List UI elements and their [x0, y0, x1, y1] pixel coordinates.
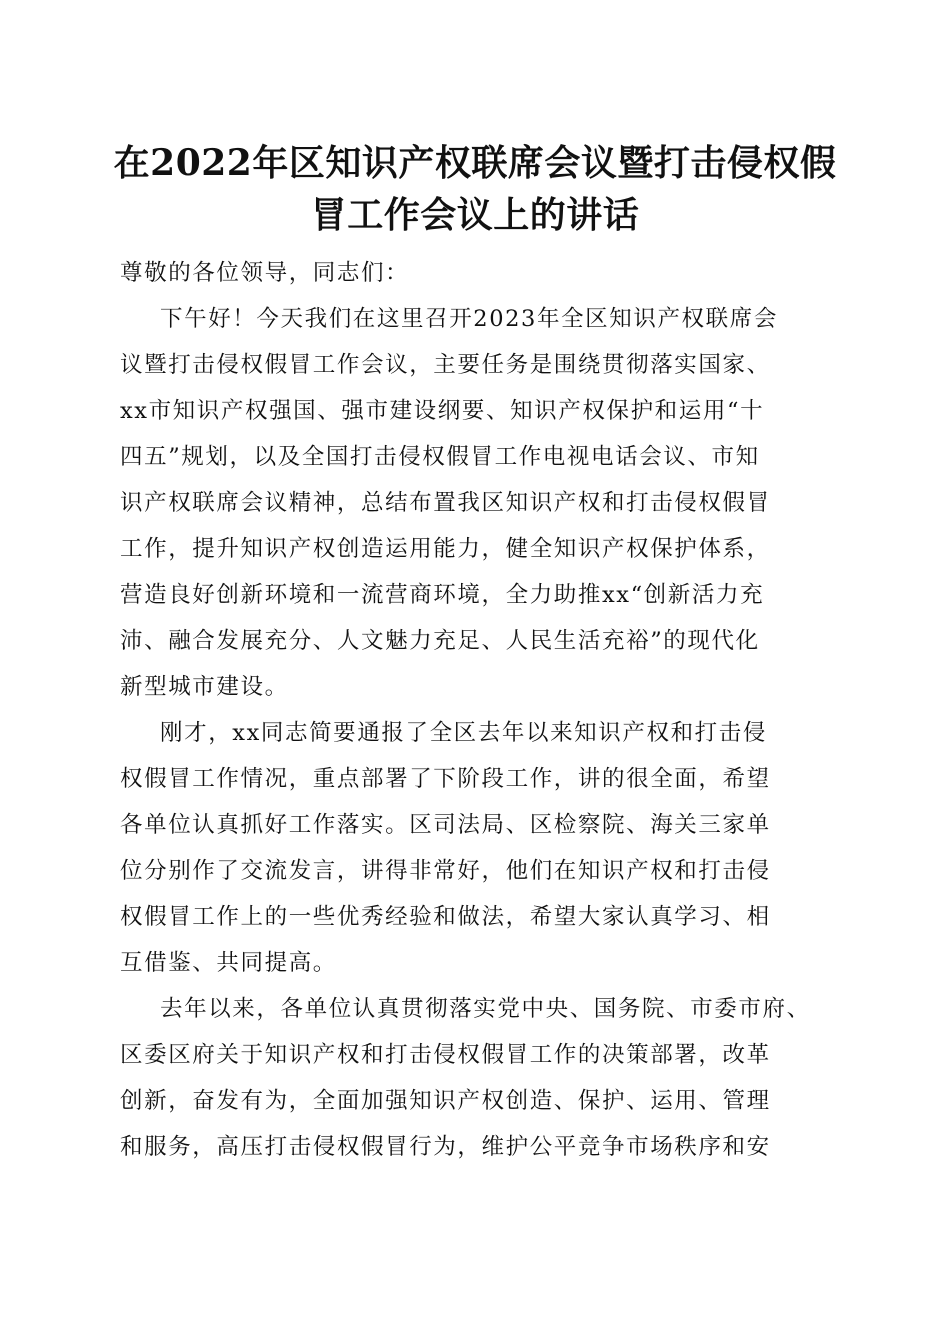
- paragraph-line: 识产权联席会议精神，总结布置我区知识产权和打击侵权假冒: [120, 490, 771, 516]
- paragraph-line: 位分别作了交流发言，讲得非常好，他们在知识产权和打击侵: [120, 858, 771, 884]
- paragraph-line: 互借鉴、共同提高。: [120, 950, 337, 976]
- salutation: 尊敬的各位领导，同志们：: [120, 260, 410, 286]
- paragraph-line: 工作，提升知识产权创造运用能力，健全知识产权保护体系，: [120, 536, 771, 562]
- paragraph-line: 营造良好创新环境和一流营商环境，全力助推xx“创新活力充: [120, 582, 765, 608]
- paragraph-line: 议暨打击侵权假冒工作会议，主要任务是围绕贯彻落实国家、: [120, 352, 771, 378]
- paragraph-line: 创新，奋发有为，全面加强知识产权创造、保护、运用、管理: [120, 1088, 771, 1114]
- paragraph-line: 新型城市建设。: [120, 674, 289, 700]
- paragraph-line: 去年以来，各单位认真贯彻落实党中央、国务院、市委市府、: [160, 996, 811, 1022]
- paragraph-line: 权假冒工作情况，重点部署了下阶段工作，讲的很全面，希望: [120, 766, 771, 792]
- paragraph-line: xx市知识产权强国、强市建设纲要、知识产权保护和运用“十: [120, 398, 765, 424]
- paragraph-line: 四五”规划，以及全国打击侵权假冒工作电视电话会议、市知: [120, 444, 760, 470]
- paragraph-line: 沛、融合发展充分、人文魅力充足、人民生活充裕”的现代化: [120, 628, 760, 654]
- paragraph-line: 区委区府关于知识产权和打击侵权假冒工作的决策部署，改革: [120, 1042, 771, 1068]
- paragraph-line: 和服务，高压打击侵权假冒行为，维护公平竞争市场秩序和安: [120, 1134, 771, 1160]
- paragraph-line: 各单位认真抓好工作落实。区司法局、区检察院、海关三家单: [120, 812, 771, 838]
- title-line: 在2022年区知识产权联席会议暨打击侵权假: [113, 142, 837, 184]
- paragraph-2: [120, 710, 840, 986]
- paragraph-1: [120, 296, 840, 710]
- paragraph-line: 下午好！今天我们在这里召开2023年全区知识产权联席会: [160, 306, 778, 332]
- paragraph-3: [120, 986, 840, 1170]
- paragraph-line: 权假冒工作上的一些优秀经验和做法，希望大家认真学习、相: [120, 904, 771, 930]
- paragraph-line: 刚才，xx同志简要通报了全区去年以来知识产权和打击侵: [160, 720, 767, 746]
- document-body: [120, 250, 840, 1170]
- title-line: 冒工作会议上的讲话: [310, 194, 640, 236]
- document-title: [100, 137, 850, 241]
